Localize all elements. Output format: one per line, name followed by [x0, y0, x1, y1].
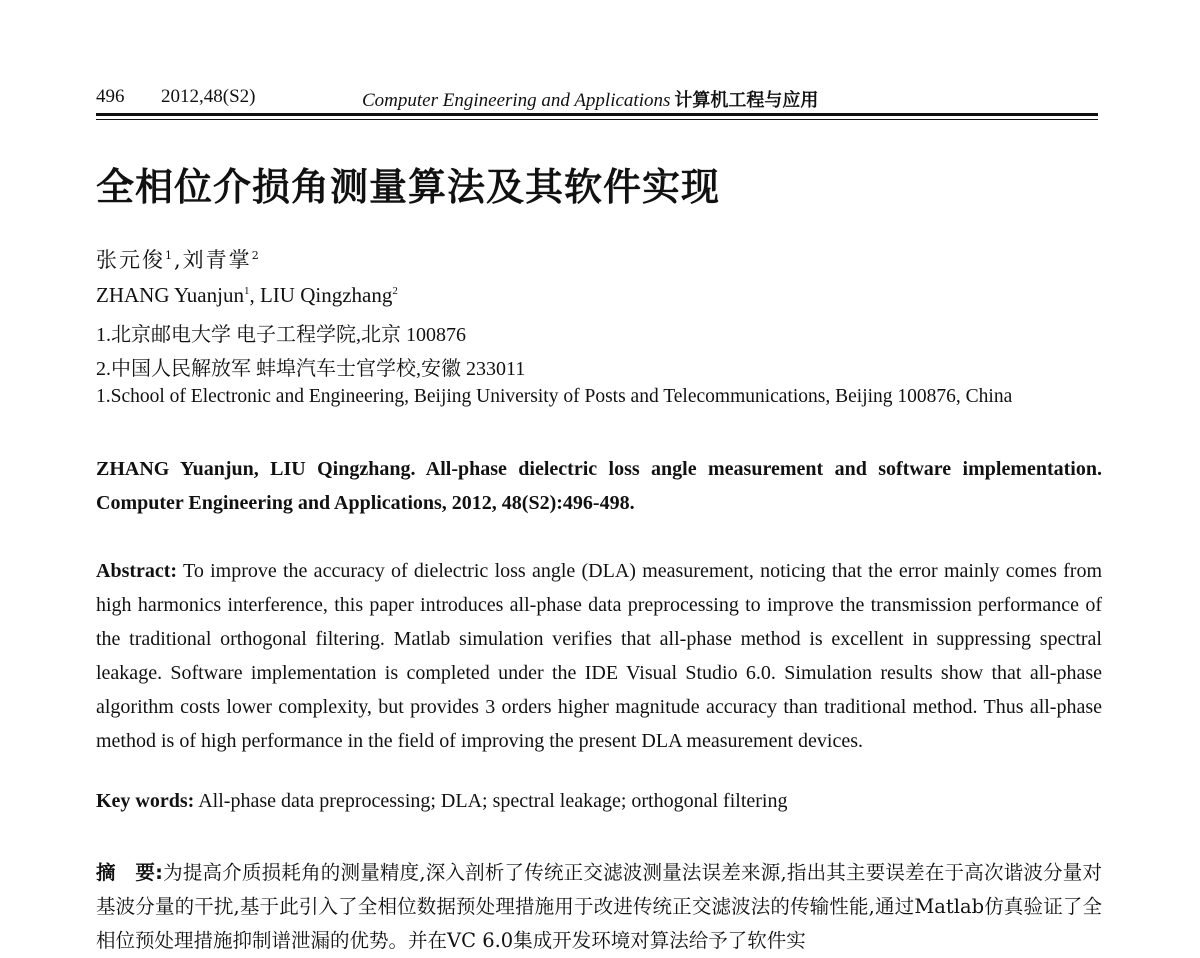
author-cn-2-sup: 2: [251, 249, 261, 262]
volume-issue: 2012,48(S2): [161, 86, 256, 107]
abstract-cn-text: 为提高介质损耗角的测量精度,深入剖析了传统正交滤波测量法误差来源,指出其主要误差在于高次谐波分量对基波分量的干扰,基于此引入了全相位数据预处理措施用于改进传统正交滤波法的传输性能,通过Matlab仿真验证了全相位预处理措施抑制谱泄漏的优势。并在VC 6.0集成开发环境对算法给予了软件实: [96, 861, 1102, 952]
author-en-2-sup: 2: [392, 285, 398, 297]
journal-name-cn: 计算机工程与应用: [674, 90, 819, 111]
abstract-cn: [96, 856, 1102, 958]
affiliation-1-en: 1.School of Electronic and Engineering, Beijing University of Posts and Telecommunications, Beijing 100876, China: [96, 386, 1013, 407]
keywords-text: All-phase data preprocessing; DLA; spectral leakage; orthogonal filtering: [198, 790, 788, 812]
authors-en: [96, 283, 398, 308]
header-rule-thick: [96, 113, 1098, 116]
keywords-label: Key words:: [96, 790, 195, 812]
journal-name-en: Computer Engineering and Applications: [362, 90, 671, 111]
author-en-1-sup: 1: [243, 285, 250, 297]
header-rule-thin: [96, 119, 1098, 120]
page-number: 496: [96, 86, 125, 107]
citation: ZHANG Yuanjun, LIU Qingzhang. All-phase dielectric loss angle measurement and software implementation. Computer Engineering and Applications, 2012, 48(S2):496-498.: [96, 458, 1102, 514]
authors-cn: [96, 244, 261, 274]
journal-name: [362, 86, 818, 112]
paper-title: 全相位介损角测量算法及其软件实现: [96, 164, 721, 209]
author-en-1: ZHANG Yuanjun: [96, 283, 244, 307]
affiliation-1-cn: 1.北京邮电大学 电子工程学院,北京 100876: [96, 324, 466, 346]
abstract-label: Abstract:: [96, 560, 178, 582]
abstract-text: To improve the accuracy of dielectric loss angle (DLA) measurement, noticing that the error mainly comes from high harmonics interference, this paper introduces all-phase data preprocessing to improve the transmission performance of the traditional orthogonal filtering. Matlab simulation verifies that all-phase method is excellent in suppressing spectral leakage. Software implementation is completed under the IDE Visual Studio 6.0. Simulation results show that all-phase algorithm costs lower complexity, but provides 3 orders higher magnitude accuracy than traditional method. Thus all-phase method is of high performance in the field of improving the present DLA measurement devices.: [96, 560, 1103, 752]
abstract-cn-label: 摘 要:: [96, 861, 163, 884]
author-cn-2: ,刘青掌: [174, 248, 252, 272]
author-cn-1-sup: 1: [165, 249, 174, 262]
author-cn-1: 张元俊: [96, 248, 165, 272]
author-en-2: , LIU Qingzhang: [249, 283, 393, 307]
affiliation-2-cn: 2.中国人民解放军 蚌埠汽车士官学校,安徽 233011: [96, 358, 526, 380]
keywords: [96, 790, 787, 813]
abstract-en: [96, 554, 1102, 758]
